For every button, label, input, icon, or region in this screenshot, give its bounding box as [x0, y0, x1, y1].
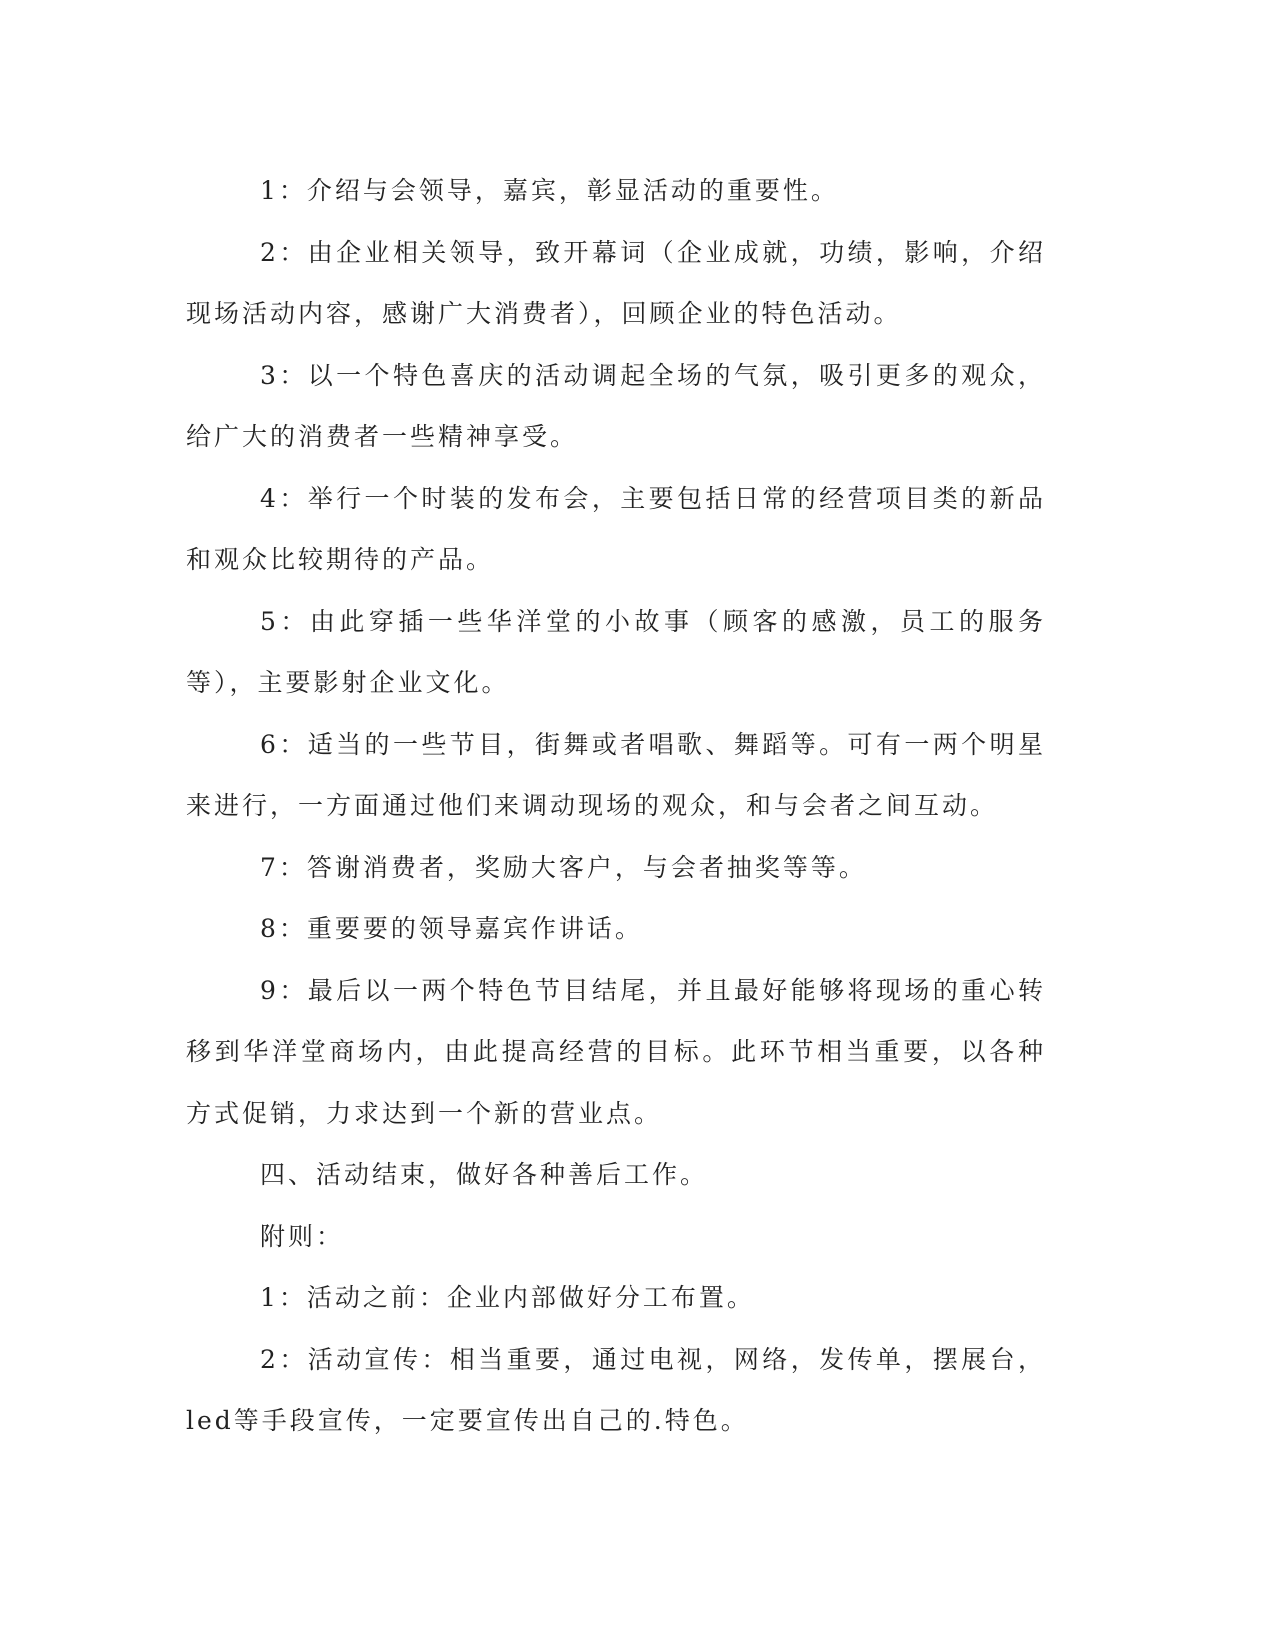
paragraph-item-1: 1：介绍与会领导，嘉宾，彰显活动的重要性。 — [260, 176, 839, 205]
paragraph-item-3: 3：以一个特色喜庆的活动调起全场的气氛，吸引更多的观众，给广大的消费者一些精神享受。 — [186, 360, 1046, 451]
paragraph-item-8: 8：重要要的领导嘉宾作讲话。 — [260, 914, 643, 943]
paragraph-item-7: 7：答谢消费者，奖励大客户，与会者抽奖等等。 — [260, 852, 867, 882]
paragraph-item-2: 2：由企业相关领导，致开幕词（企业成就，功绩，影响，介绍现场活动内容，感谢广大消费者），回顾企业的特色活动。 — [186, 237, 1046, 328]
paragraph-item-6: 6：适当的一些节目，街舞或者唱歌、舞蹈等。可有一两个明星来进行，一方面通过他们来调动现场的观众，和与会者之间互动。 — [186, 729, 1046, 820]
paragraph-item-9: 9：最后以一两个特色节目结尾，并且最好能够将现场的重心转移到华洋堂商场内，由此提高经营的目标。此环节相当重要，以各种方式促销，力求达到一个新的营业点。 — [186, 975, 1046, 1128]
paragraph-item-4: 4：举行一个时装的发布会，主要包括日常的经营项目类的新品和观众比较期待的产品。 — [186, 483, 1046, 574]
section-heading-activity-end: 四、活动结束，做好各种善后工作。 — [260, 1160, 709, 1189]
paragraph-item-5: 5：由此穿插一些华洋堂的小故事（顾客的感激，员工的服务等），主要影射企业文化。 — [186, 606, 1046, 697]
appendix-heading: 附则： — [260, 1221, 345, 1251]
document-body — [186, 160, 1046, 1452]
appendix-item-1: 1：活动之前：企业内部做好分工布置。 — [260, 1283, 755, 1312]
appendix-item-2: 2：活动宣传：相当重要，通过电视，网络，发传单，摆展台，led等手段宣传，一定要宣传出自己的.特色。 — [186, 1344, 1046, 1435]
